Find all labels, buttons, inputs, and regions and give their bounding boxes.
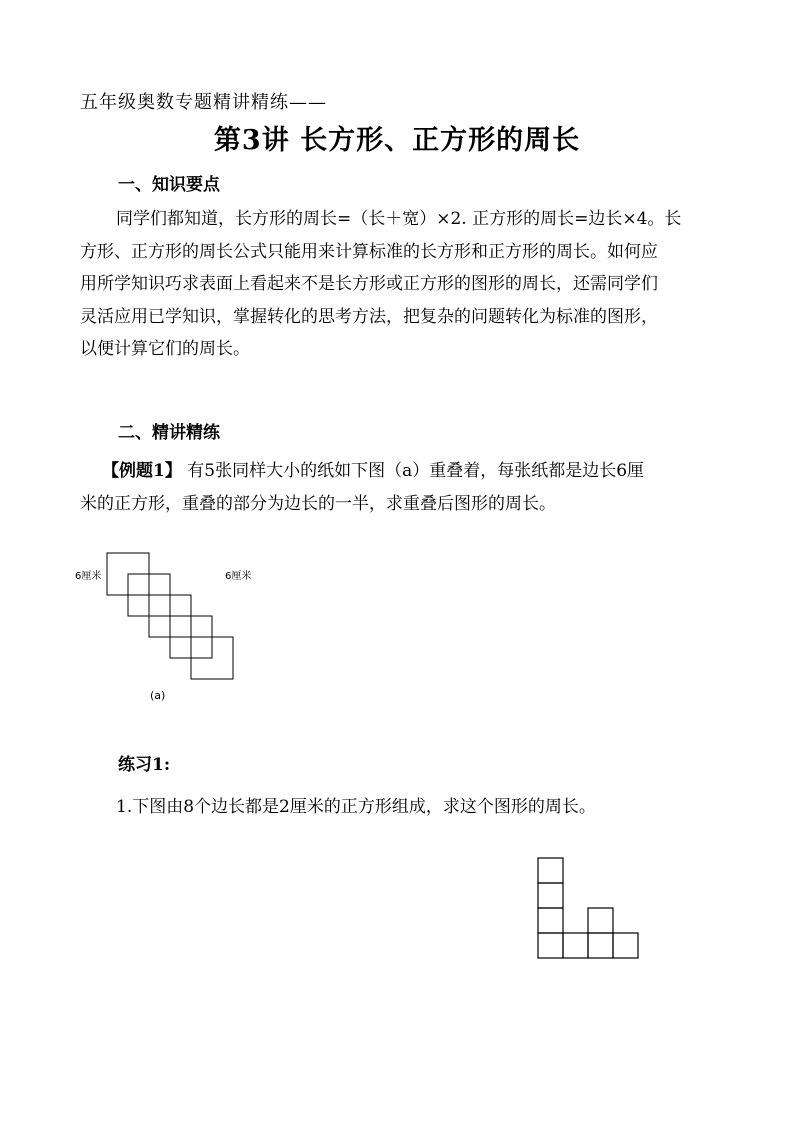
paragraph-line: 灵活应用已学知识，掌握转化的思考方法，把复杂的问题转化为标准的图形， <box>80 306 658 327</box>
paragraph-line: 以便计算它们的周长。 <box>80 339 250 359</box>
practice1-figure-squares <box>535 855 641 961</box>
knowledge-paragraph <box>80 203 720 366</box>
figure-a-caption: (a) <box>150 689 166 702</box>
paragraph-line: 同学们都知道，长方形的周长=（长＋宽）×2. 正方形的周长=边长×4。长 <box>116 209 682 229</box>
practice1-heading: 练习1: <box>118 755 171 775</box>
series-title: 五年级奥数专题精讲精练—— <box>80 92 327 113</box>
square-cell <box>588 933 613 958</box>
figure-a-overlapping-squares <box>70 545 260 710</box>
figure-a-right-label: 6厘米 <box>225 571 252 582</box>
figure-a-left-label: 6厘米 <box>75 571 102 582</box>
section-heading-knowledge: 一、知识要点 <box>118 175 220 195</box>
square-cell <box>613 933 638 958</box>
example1-line1 <box>80 455 720 488</box>
example1-line2: 米的正方形，重叠的部分为边长的一半，求重叠后图形的周长。 <box>80 493 556 514</box>
example1-tag: 【例题1】 <box>102 461 182 481</box>
square-cell <box>563 933 588 958</box>
square-cell <box>538 883 563 908</box>
paragraph-line: 用所学知识巧求表面上看起来不是长方形或正方形的图形的周长，还需同学们 <box>80 274 658 294</box>
square-cell <box>538 858 563 883</box>
example1-block <box>80 455 720 520</box>
section-heading-practice: 二、精讲精练 <box>118 423 220 443</box>
paragraph-line: 方形、正方形的周长公式只能用来计算标准的长方形和正方形的周长。如何应 <box>80 241 658 262</box>
square-cell <box>588 908 613 933</box>
square-cell <box>538 933 563 958</box>
practice1-question: 1.下图由8个边长都是2厘米的正方形组成，求这个图形的周长。 <box>116 797 596 817</box>
example1-text: 有5张同样大小的纸如下图（a）重叠着，每张纸都是边长6厘 <box>181 461 645 481</box>
square-cell <box>538 908 563 933</box>
lesson-title: 第3讲 长方形、正方形的周长 <box>213 125 581 156</box>
